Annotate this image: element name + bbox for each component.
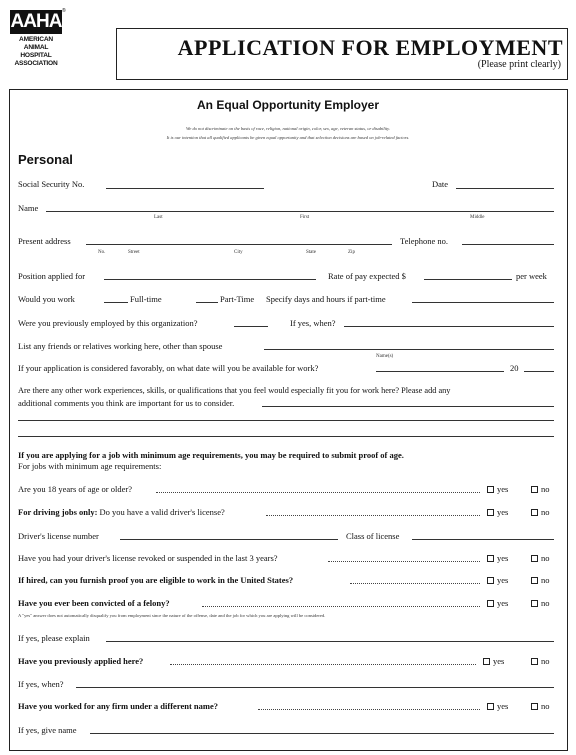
prev-when-field[interactable]: [344, 326, 554, 327]
names-sub: Name(s): [376, 354, 394, 359]
yes-label: yes: [497, 507, 509, 517]
title-box: [116, 28, 568, 80]
no-label: no: [541, 598, 550, 608]
available-label: If your application is considered favorably, on what date will you be available for work?: [18, 363, 319, 373]
available-field[interactable]: [376, 371, 504, 372]
yes-label: yes: [497, 701, 509, 711]
logo-line: AMERICAN: [19, 36, 53, 43]
proof-yes[interactable]: [487, 575, 508, 585]
other-exp-label: Are there any other work experiences, skills, or qualifications that you feel would especially fit you for work here? Please add any: [18, 386, 451, 395]
page-title: APPLICATION FOR EMPLOYMENT: [177, 35, 563, 60]
logo-line: ANIMAL: [23, 44, 49, 51]
felony-note: A "yes" answer does not automatically disqualify you from employment since the nature of the offense, date and the job for which you are applying will be considered.: [18, 613, 326, 618]
other-exp-field-3[interactable]: [18, 436, 554, 437]
yes-label: yes: [497, 598, 509, 608]
checkbox-icon[interactable]: [531, 600, 538, 607]
checkbox-icon[interactable]: [531, 486, 538, 493]
no-label: no: [541, 553, 550, 563]
logo-line: ASSOCIATION: [14, 60, 58, 67]
age-requirement-sub: For jobs with minimum age requirements:: [18, 461, 162, 471]
q18-no[interactable]: [531, 484, 550, 494]
rate-field[interactable]: [424, 279, 512, 280]
revoked-yes[interactable]: [487, 553, 508, 563]
position-label: Position applied for: [18, 271, 86, 281]
yes-label: yes: [497, 484, 509, 494]
age-requirement-note: If you are applying for a job with minimum age requirements, you may be required to submit proof of age.: [18, 450, 404, 460]
driving-yes[interactable]: [487, 507, 508, 517]
revoked-no[interactable]: [531, 553, 550, 563]
give-name-label: If yes, give name: [18, 725, 77, 735]
revoked-label: Have you had your driver's license revoked or suspended in the last 3 years?: [18, 553, 278, 563]
checkbox-icon[interactable]: [531, 658, 538, 665]
other-exp-label-2: additional comments you think are important for us to consider.: [18, 398, 235, 408]
name-sub-last: Last: [154, 215, 163, 220]
yes-label: yes: [497, 575, 509, 585]
license-no-field[interactable]: [120, 539, 338, 540]
date-field[interactable]: [456, 188, 554, 189]
full-time-field[interactable]: [104, 302, 128, 303]
yes-label: yes: [493, 656, 505, 666]
explain-field[interactable]: [106, 641, 554, 642]
address-label: Present address: [18, 236, 71, 246]
checkbox-icon[interactable]: [487, 600, 494, 607]
driving-bold: For driving jobs only:: [18, 507, 98, 517]
logo-abbr: AAHA: [10, 11, 62, 32]
per-week-label: per week: [516, 271, 547, 281]
leader-dots: [328, 561, 480, 562]
checkbox-icon[interactable]: [487, 509, 494, 516]
friends-label: List any friends or relatives working here, other than spouse: [18, 341, 223, 351]
name-sub-first: First: [300, 215, 310, 220]
rate-label: Rate of pay expected $: [328, 271, 406, 281]
address-sub-no: No.: [98, 250, 106, 255]
logo-line: HOSPITAL: [20, 52, 52, 59]
position-field[interactable]: [104, 279, 316, 280]
year-prefix: 20: [510, 363, 519, 373]
checkbox-icon[interactable]: [483, 658, 490, 665]
diff-name-label: Have you worked for any firm under a different name?: [18, 701, 218, 711]
prev-when-label: If yes, when?: [290, 318, 336, 328]
telephone-label: Telephone no.: [400, 236, 449, 246]
diff-name-yes[interactable]: [487, 701, 508, 711]
full-time-label: Full-time: [130, 294, 162, 304]
checkbox-icon[interactable]: [531, 703, 538, 710]
address-sub-street: Street: [128, 250, 140, 255]
checkbox-icon[interactable]: [487, 703, 494, 710]
part-time-label: Part-Time: [220, 294, 255, 304]
ssn-label: Social Security No.: [18, 179, 85, 189]
telephone-field[interactable]: [462, 244, 554, 245]
aaha-logo: [10, 10, 62, 82]
checkbox-icon[interactable]: [531, 555, 538, 562]
ssn-field[interactable]: [106, 188, 264, 189]
driving-no[interactable]: [531, 507, 550, 517]
give-name-field[interactable]: [90, 733, 554, 734]
trademark-mark: ®: [62, 8, 66, 14]
applied-no[interactable]: [531, 656, 550, 666]
leader-dots: [156, 492, 480, 493]
leader-dots: [170, 664, 476, 665]
license-class-field[interactable]: [412, 539, 554, 540]
specify-field[interactable]: [412, 302, 554, 303]
checkbox-icon[interactable]: [487, 577, 494, 584]
address-sub-zip: Zip: [348, 250, 355, 255]
q18-label: Are you 18 years of age or older?: [18, 484, 132, 494]
friends-field[interactable]: [264, 349, 554, 350]
address-sub-state: State: [306, 250, 316, 255]
leader-dots: [258, 709, 480, 710]
leader-dots: [266, 515, 480, 516]
no-label: no: [541, 484, 550, 494]
checkbox-icon[interactable]: [487, 555, 494, 562]
applied-when-label: If yes, when?: [18, 679, 64, 689]
address-sub-city: City: [234, 250, 243, 255]
leader-dots: [202, 606, 480, 607]
name-label: Name: [18, 203, 39, 213]
applied-label: Have you previously applied here?: [18, 656, 144, 666]
section-personal: Personal: [18, 152, 73, 167]
name-field[interactable]: [46, 211, 554, 212]
no-label: no: [541, 507, 550, 517]
q18-yes[interactable]: [487, 484, 508, 494]
name-sub-middle: Middle: [470, 215, 485, 220]
prev-employed-label: Were you previously employed by this organization?: [18, 318, 198, 328]
felony-label: Have you ever been convicted of a felony?: [18, 598, 170, 608]
checkbox-icon[interactable]: [531, 509, 538, 516]
specify-label: Specify days and hours if part-time: [266, 294, 386, 304]
would-work-label: Would you work: [18, 294, 75, 304]
explain-label: If yes, please explain: [18, 633, 90, 643]
part-time-field[interactable]: [196, 302, 218, 303]
driving-label: [18, 507, 225, 517]
prev-employed-field[interactable]: [234, 326, 268, 327]
no-label: no: [541, 656, 550, 666]
year-field[interactable]: [524, 371, 554, 372]
license-class-label: Class of license: [346, 531, 400, 541]
felony-no[interactable]: [531, 598, 550, 608]
driving-text: Do you have a valid driver's license?: [99, 507, 225, 517]
proof-label: If hired, can you furnish proof you are eligible to work in the United States?: [18, 575, 294, 585]
eoe-notice-2: It is our intention that all qualified applicants be given equal opportunity and that selection decisions are based on job-related factors.: [166, 135, 410, 140]
eoe-notice-1: We do not discriminate on the basis of race, religion, national origin, color, sex, age, veteran status, or disability.: [186, 126, 390, 131]
other-exp-field-1[interactable]: [262, 406, 554, 407]
applied-when-field[interactable]: [76, 687, 554, 688]
proof-no[interactable]: [531, 575, 550, 585]
other-exp-field-2[interactable]: [18, 420, 554, 421]
checkbox-icon[interactable]: [531, 577, 538, 584]
date-label: Date: [432, 179, 449, 189]
no-label: no: [541, 701, 550, 711]
page-subtitle: (Please print clearly): [477, 59, 561, 70]
logo-name: [10, 36, 62, 68]
felony-yes[interactable]: [487, 598, 508, 608]
address-field[interactable]: [86, 244, 392, 245]
diff-name-no[interactable]: [531, 701, 550, 711]
checkbox-icon[interactable]: [487, 486, 494, 493]
applied-yes[interactable]: [483, 656, 504, 666]
yes-label: yes: [497, 553, 509, 563]
leader-dots: [350, 583, 480, 584]
eoe-title: An Equal Opportunity Employer: [196, 98, 379, 112]
license-no-label: Driver's license number: [18, 531, 99, 541]
no-label: no: [541, 575, 550, 585]
